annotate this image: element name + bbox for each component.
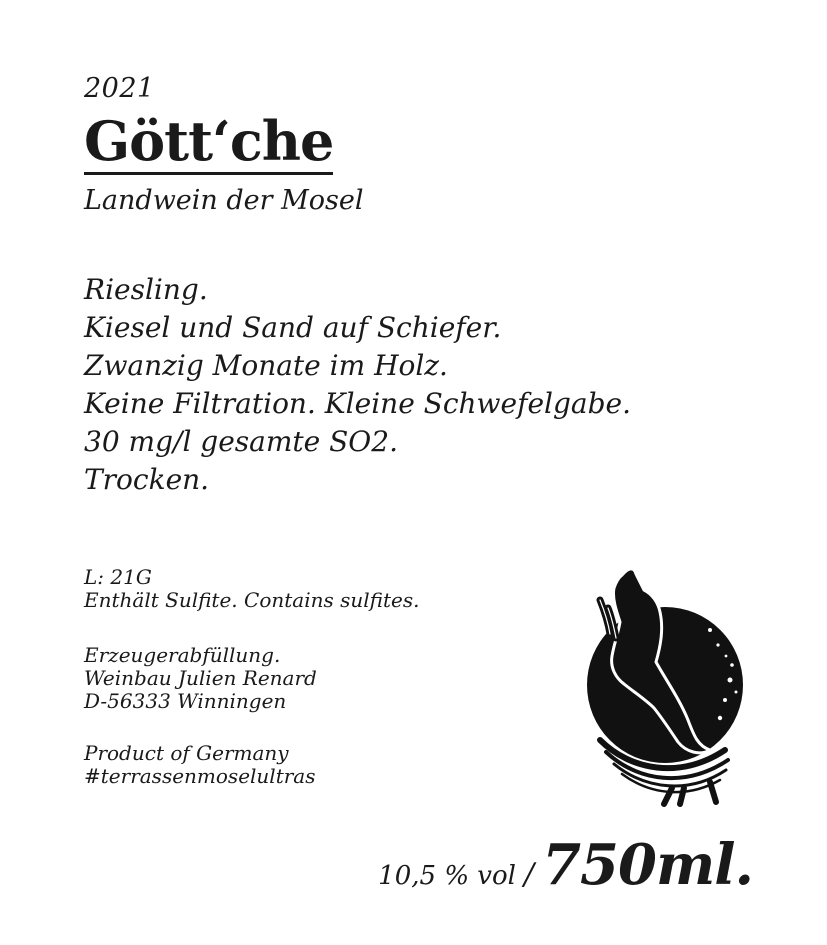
wine-facts-list (84, 271, 631, 499)
bottling-note: Erzeugerabfüllung. (84, 643, 281, 667)
fact-soil: Kiesel und Sand auf Schiefer. (84, 311, 502, 344)
origin-note: Product of Germany (84, 741, 289, 765)
vintage-year: 2021 (84, 73, 155, 104)
wine-designation: Landwein der Mosel (84, 185, 364, 216)
fact-aging: Zwanzig Monate im Holz. (84, 349, 448, 382)
hashtag: #terrassenmoselultras (84, 764, 316, 788)
legal-origin-block (84, 742, 315, 788)
alcohol-content: 10,5 % vol (378, 861, 516, 891)
legal-lot-block (84, 566, 419, 612)
fact-so2: 30 mg/l gesamte SO2. (84, 425, 398, 458)
bottle-volume: 750ml. (542, 832, 753, 898)
volume-row (378, 832, 753, 898)
fact-taste: Trocken. (84, 463, 210, 496)
legal-producer-block (84, 644, 317, 713)
producer-address: D-56333 Winningen (84, 689, 287, 713)
volume-separator: / (523, 857, 535, 892)
producer-name: Weinbau Julien Renard (84, 666, 317, 690)
sulfite-notice: Enthält Sulfite. Contains sulfites. (84, 588, 420, 612)
wine-name: Gött‘che (84, 109, 334, 173)
howling-wolf-moon-icon (560, 560, 750, 810)
fact-filtration: Keine Filtration. Kleine Schwefelgabe. (84, 387, 631, 420)
lot-number: L: 21G (84, 565, 152, 589)
fact-grape: Riesling. (84, 273, 208, 306)
